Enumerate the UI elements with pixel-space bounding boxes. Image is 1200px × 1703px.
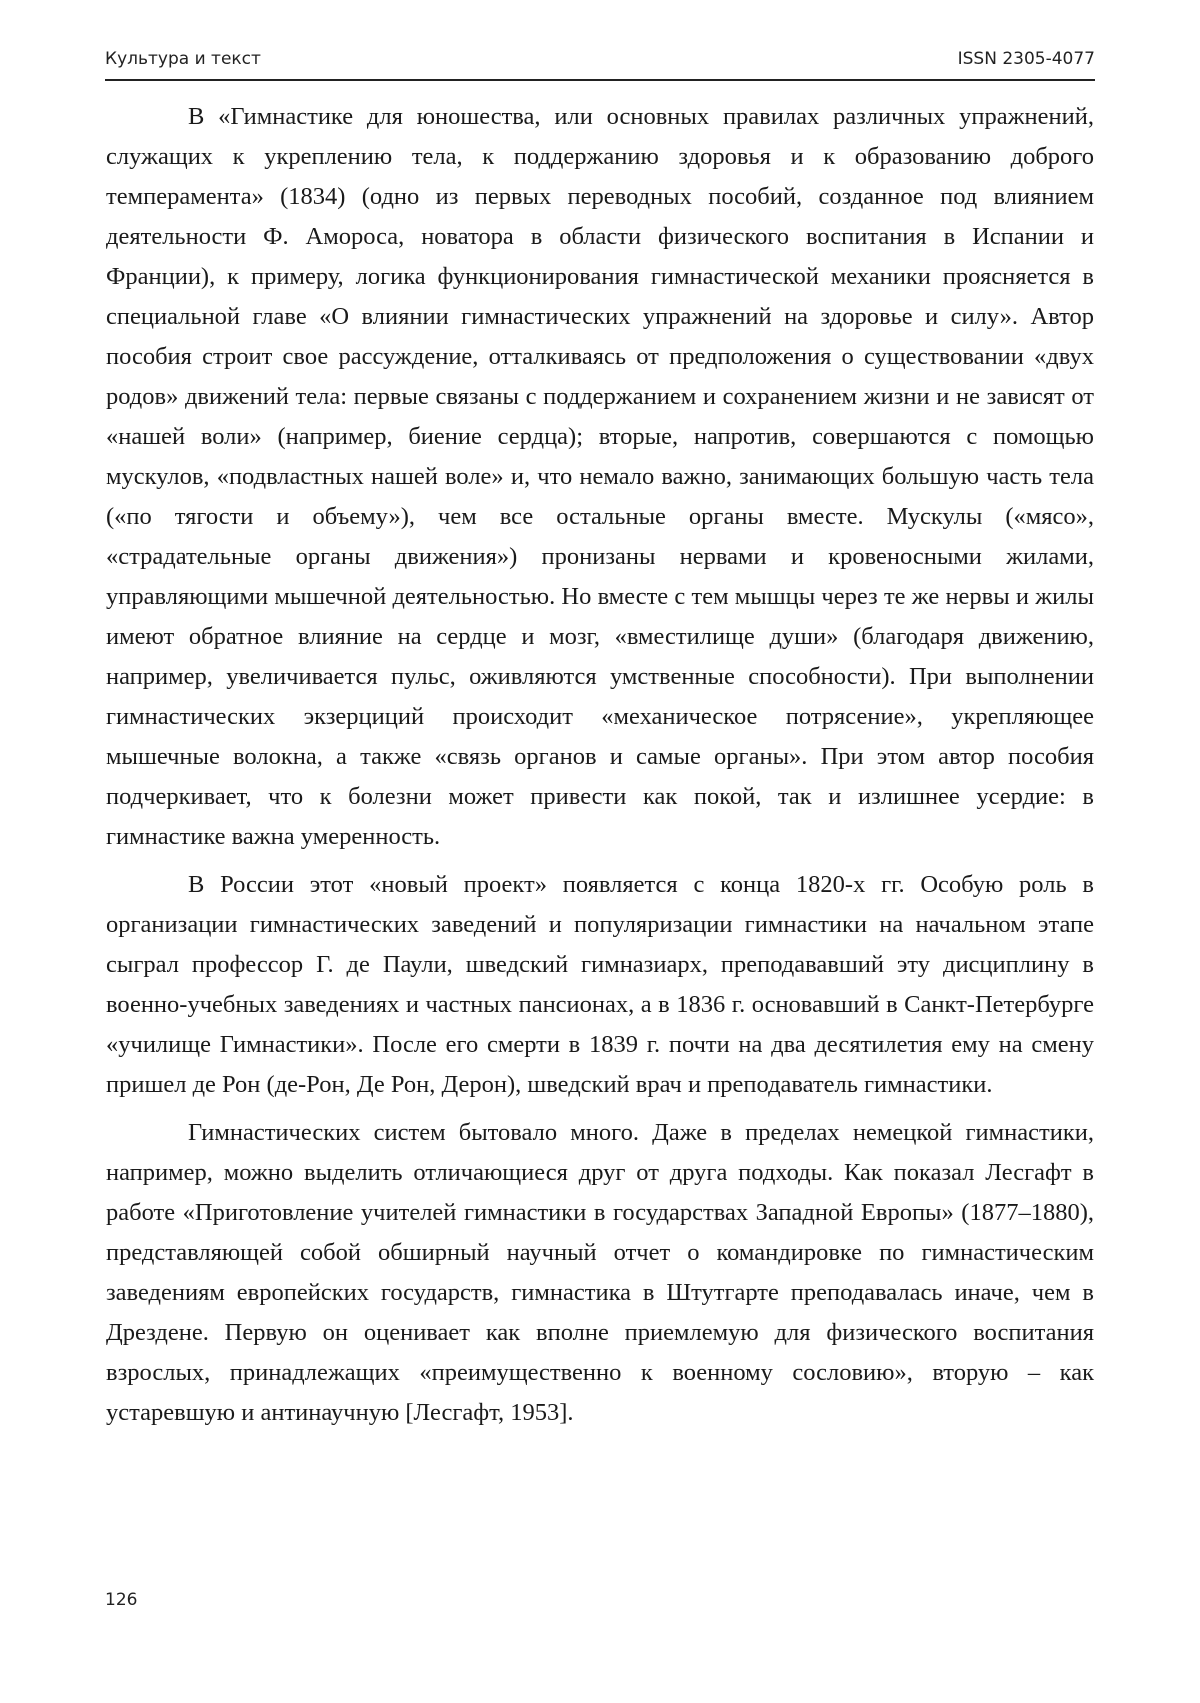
header-divider (105, 79, 1095, 81)
page-number: 126 (105, 1590, 138, 1610)
issn-number: ISSN 2305-4077 (957, 49, 1095, 69)
running-header (105, 44, 1095, 74)
paragraph-gymnastics-for-youth: В «Гимнастике для юношества, или основных правилах различных упражнений, служащих к укреплению тела, к поддержанию здоровья и к образованию доброго темперамента» (1834) (одно из первых переводных пособий, созданное под влиянием деятельности Ф. Амороса, новатора в области физического воспитания в Испании и Франции), к примеру, логика функционирования гимнастической механики проясняется в специальной главе «О влиянии гимнастических упражнений на здоровье и силу». Автор пособия строит свое рассуждение, отталкиваясь от предположения о существовании «двух родов» движений тела: первые связаны с поддержанием и сохранением жизни и не зависят от «нашей воли» (например, биение сердца); вторые, напротив, совершаются с помощью мускулов, «подвластных нашей воле» и, что немало важно, занимающих большую часть тела («по тягости и объему»), чем все остальные органы вместе. Мускулы («мясо», «страдательные органы движения») пронизаны нервами и кровеносными жилами, управляющими мышечной деятельностью. Но вместе с тем мышцы через те же нервы и жилы имеют обратное влияние на сердце и мозг, «вместилище души» (благодаря движению, например, увеличивается пульс, оживляются умственные способности). При выполнении гимнастических экзерциций происходит «механическое потрясение», укрепляющее мышечные волокна, а также «связь органов и самые органы». При этом автор пособия подчеркивает, что к болезни может привести как покой, так и излишнее усердие: в гимнастике важна умеренность. (106, 103, 1094, 850)
article-body (106, 97, 1094, 1441)
paragraph-gymnastic-systems: Гимнастических систем бытовало много. Даже в пределах немецкой гимнастики, например, можно выделить отличающиеся друг от друга подходы. Как показал Лесгафт в работе «Приготовление учителей гимнастики в государствах Западной Европы» (1877–1880), представляющей собой обширный научный отчет о командировке по гимнастическим заведениям европейских государств, гимнастика в Штутгарте преподавалась иначе, чем в Дрездене. Первую он оценивает как вполне приемлемую для физического воспитания взрослых, принадлежащих «преимущественно к военному сословию», вторую – как устаревшую и антинаучную [Лесгафт, 1953]. (106, 1119, 1094, 1426)
paragraph-gymnastics-in-russia: В России этот «новый проект» появляется с конца 1820-х гг. Особую роль в организации гимнастических заведений и популяризации гимнастики на начальном этапе сыграл профессор Г. де Паули, шведский гимназиарх, преподававший эту дисциплину в военно-учебных заведениях и частных пансионах, а в 1836 г. основавший в Санкт-Петербурге «училище Гимнастики». После его смерти в 1839 г. почти на два десятилетия ему на смену пришел де Рон (де-Рон, Де Рон, Дерон), шведский врач и преподаватель гимнастики. (106, 871, 1094, 1098)
journal-title: Культура и текст (105, 49, 261, 69)
